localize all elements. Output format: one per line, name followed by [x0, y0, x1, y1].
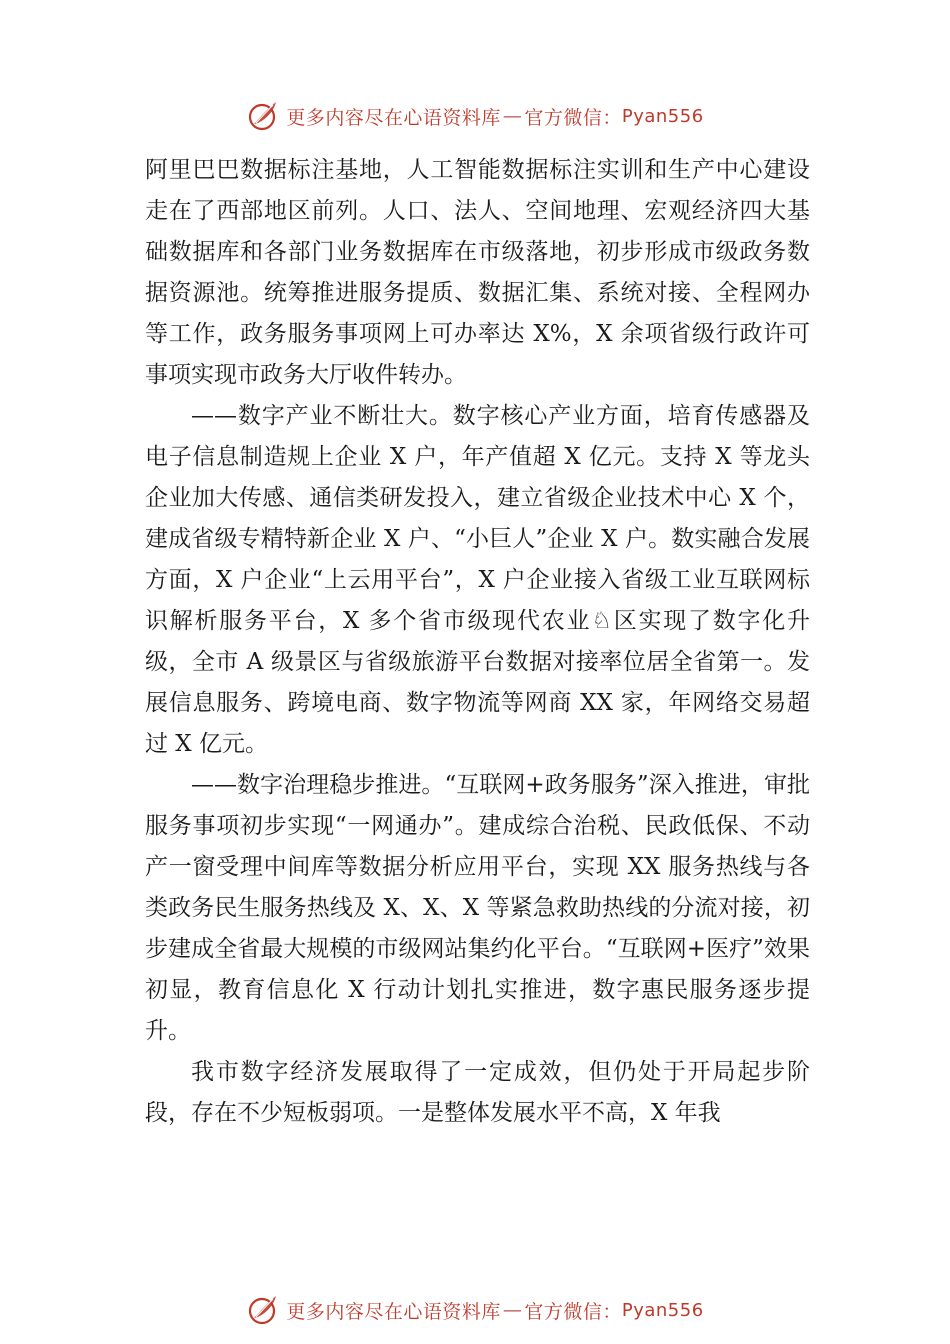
banner-title: 更多内容尽在心语资料库	[286, 1300, 501, 1323]
banner-wechat-id: Pyan556	[621, 1299, 704, 1321]
paragraph-1: 阿里巴巴数据标注基地，人工智能数据标注实训和生产中心建设走在了西部地区前列。人口、法人、空间地理、宏观经济四大基础数据库和各部门业务数据库在市级落地，初步形成市级政务数据资源池。统筹推进服务提质、数据汇集、系统对接、全程网办等工作，政务服务事项网上可办率达 X%，X 余项省级行政许可事项实现市政务大厅收件转办。	[145, 157, 810, 388]
banner-wechat-label: 官方微信：	[524, 1300, 622, 1323]
feather-seal-icon	[246, 1292, 282, 1328]
banner-wechat-id: Pyan556	[621, 105, 704, 127]
feather-seal-icon	[246, 98, 282, 134]
footer-banner	[0, 1290, 950, 1330]
banner-title: 更多内容尽在心语资料库	[286, 106, 501, 129]
paragraph-4: 我市数字经济发展取得了一定成效，但仍处于开局起步阶段，存在不少短板弱项。一是整体发展水平不高，X 年我	[145, 1059, 810, 1126]
paragraph-2: ——数字产业不断壮大。数字核心产业方面，培育传感器及电子信息制造规上企业 X 户，年产值超 X 亿元。支持 X 等龙头企业加大传感、通信类研发投入，建立省级企业技术中心 X 个，建成省级专精特新企业 X 户、“小巨人”企业 X 户。数实融合发展方面，X 户企业“上云用平台”，X 户企业接入省级工业互联网标识解析服务平台，X 多个省市级现代农业♘区实现了数字化升级，全市 A 级景区与省级旅游平台数据对接率位居全省第一。发展信息服务、跨境电商、数字物流等网商 XX 家，年网络交易超过 X 亿元。	[145, 403, 810, 757]
banner-separator: —	[502, 105, 523, 127]
banner-wechat-label: 官方微信：	[524, 106, 622, 129]
banner-separator: —	[502, 1299, 523, 1321]
header-banner	[0, 96, 950, 136]
document-body	[145, 150, 810, 1134]
paragraph-3: ——数字治理稳步推进。“互联网+政务服务”深入推进，审批服务事项初步实现“一网通办”。建成综合治税、民政低保、不动产一窗受理中间库等数据分析应用平台，实现 XX 服务热线与各类政务民生服务热线及 X、X、X 等紧急救助热线的分流对接，初步建成全省最大规模的市级网站集约化平台。“互联网+医疗”效果初显，教育信息化 X 行动计划扎实推进，数字惠民服务逐步提升。	[145, 772, 810, 1044]
